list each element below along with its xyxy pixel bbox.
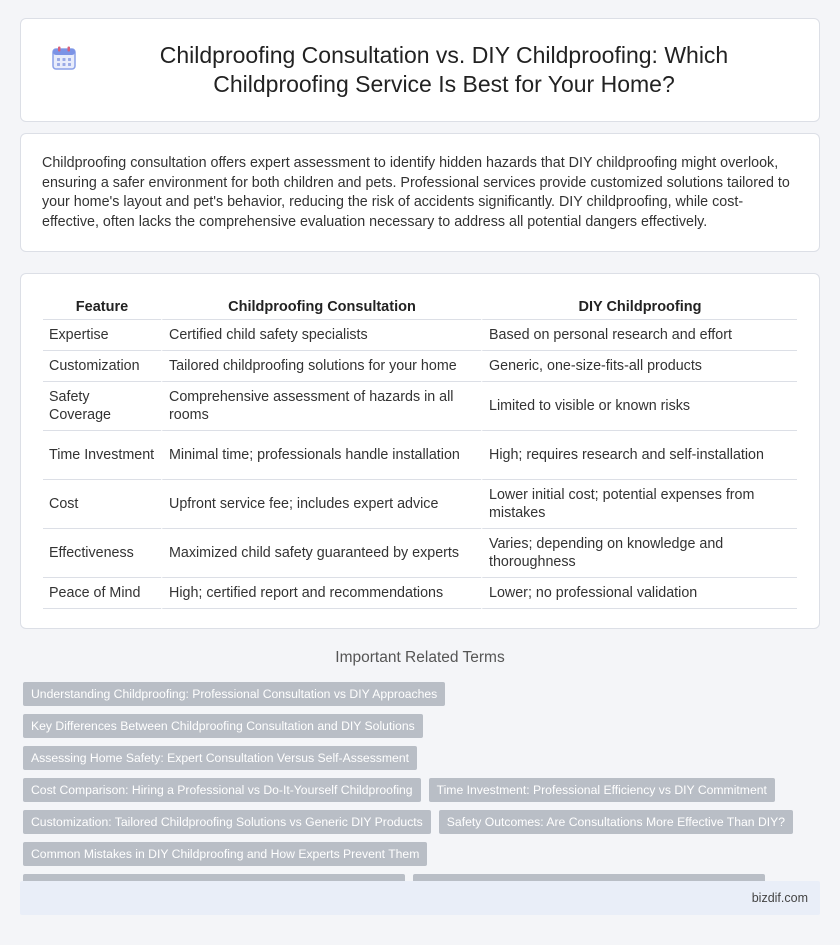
diy-cell: Generic, one-size-fits-all products <box>481 351 797 382</box>
feature-cell: Peace of Mind <box>43 578 161 609</box>
consultation-cell: Comprehensive assessment of hazards in all rooms <box>161 382 481 431</box>
footer-bar <box>20 881 820 915</box>
related-term-tag[interactable]: Cost Comparison: Hiring a Professional vs Do-It-Yourself Childproofing <box>23 778 421 802</box>
feature-cell: Expertise <box>43 320 161 351</box>
comparison-card <box>20 273 820 629</box>
feature-cell: Safety Coverage <box>43 382 161 431</box>
diy-cell: High; requires research and self-installation <box>481 431 797 480</box>
feature-cell: Cost <box>43 480 161 529</box>
consultation-cell: Tailored childproofing solutions for your home <box>161 351 481 382</box>
table-row <box>43 351 797 382</box>
related-terms-list <box>23 682 813 898</box>
table-row <box>43 320 797 351</box>
related-term-tag[interactable]: Understanding Childproofing: Professional Consultation vs DIY Approaches <box>23 682 445 706</box>
related-term-tag[interactable]: Common Mistakes in DIY Childproofing and How Experts Prevent Them <box>23 842 427 866</box>
column-header: Childproofing Consultation <box>161 294 481 320</box>
table-row <box>43 578 797 609</box>
page-title: Childproofing Consultation vs. DIY Childproofing: Which Childproofing Service Is Best for Your Home? <box>159 42 729 97</box>
diy-cell: Lower initial cost; potential expenses from mistakes <box>481 480 797 529</box>
diy-cell: Based on personal research and effort <box>481 320 797 351</box>
consultation-cell: Upfront service fee; includes expert advice <box>161 480 481 529</box>
column-header: Feature <box>43 294 161 320</box>
feature-cell: Effectiveness <box>43 529 161 578</box>
site-link[interactable]: bizdif.com <box>751 891 808 905</box>
consultation-cell: High; certified report and recommendations <box>161 578 481 609</box>
title-card <box>20 18 820 122</box>
comparison-table <box>43 294 797 609</box>
table-header-row <box>43 294 797 320</box>
feature-cell: Customization <box>43 351 161 382</box>
diy-cell: Varies; depending on knowledge and thoroughness <box>481 529 797 578</box>
intro-paragraph: Childproofing consultation offers expert assessment to identify hidden hazards that DIY childproofing might overlook, ensuring a safer environment for both children and pets. Professional services provide customized solutions tailored to your home's layout and pet's behavior, reducing the risk of accidents significantly. DIY childproofing, while cost-effective, often lacks the comprehensive evaluation necessary to address all potential dangers effectively. <box>42 155 790 231</box>
table-row <box>43 529 797 578</box>
related-term-tag[interactable]: Key Differences Between Childproofing Consultation and DIY Solutions <box>23 714 423 738</box>
table-row <box>43 480 797 529</box>
related-term-tag[interactable]: Safety Outcomes: Are Consultations More Effective Than DIY? <box>439 810 793 834</box>
diy-cell: Limited to visible or known risks <box>481 382 797 431</box>
intro-card <box>20 133 820 252</box>
related-terms-title: Important Related Terms <box>335 649 505 666</box>
related-term-tag[interactable]: Assessing Home Safety: Expert Consultation Versus Self-Assessment <box>23 746 417 770</box>
calendar-icon <box>51 45 77 71</box>
consultation-cell: Maximized child safety guaranteed by experts <box>161 529 481 578</box>
consultation-cell: Minimal time; professionals handle installation <box>161 431 481 480</box>
related-term-tag[interactable]: Time Investment: Professional Efficiency vs DIY Commitment <box>429 778 775 802</box>
diy-cell: Lower; no professional validation <box>481 578 797 609</box>
table-row <box>43 382 797 431</box>
feature-cell: Time Investment <box>43 431 161 480</box>
table-row <box>43 431 797 480</box>
related-term-tag[interactable]: Customization: Tailored Childproofing Solutions vs Generic DIY Products <box>23 810 431 834</box>
column-header: DIY Childproofing <box>481 294 797 320</box>
consultation-cell: Certified child safety specialists <box>161 320 481 351</box>
